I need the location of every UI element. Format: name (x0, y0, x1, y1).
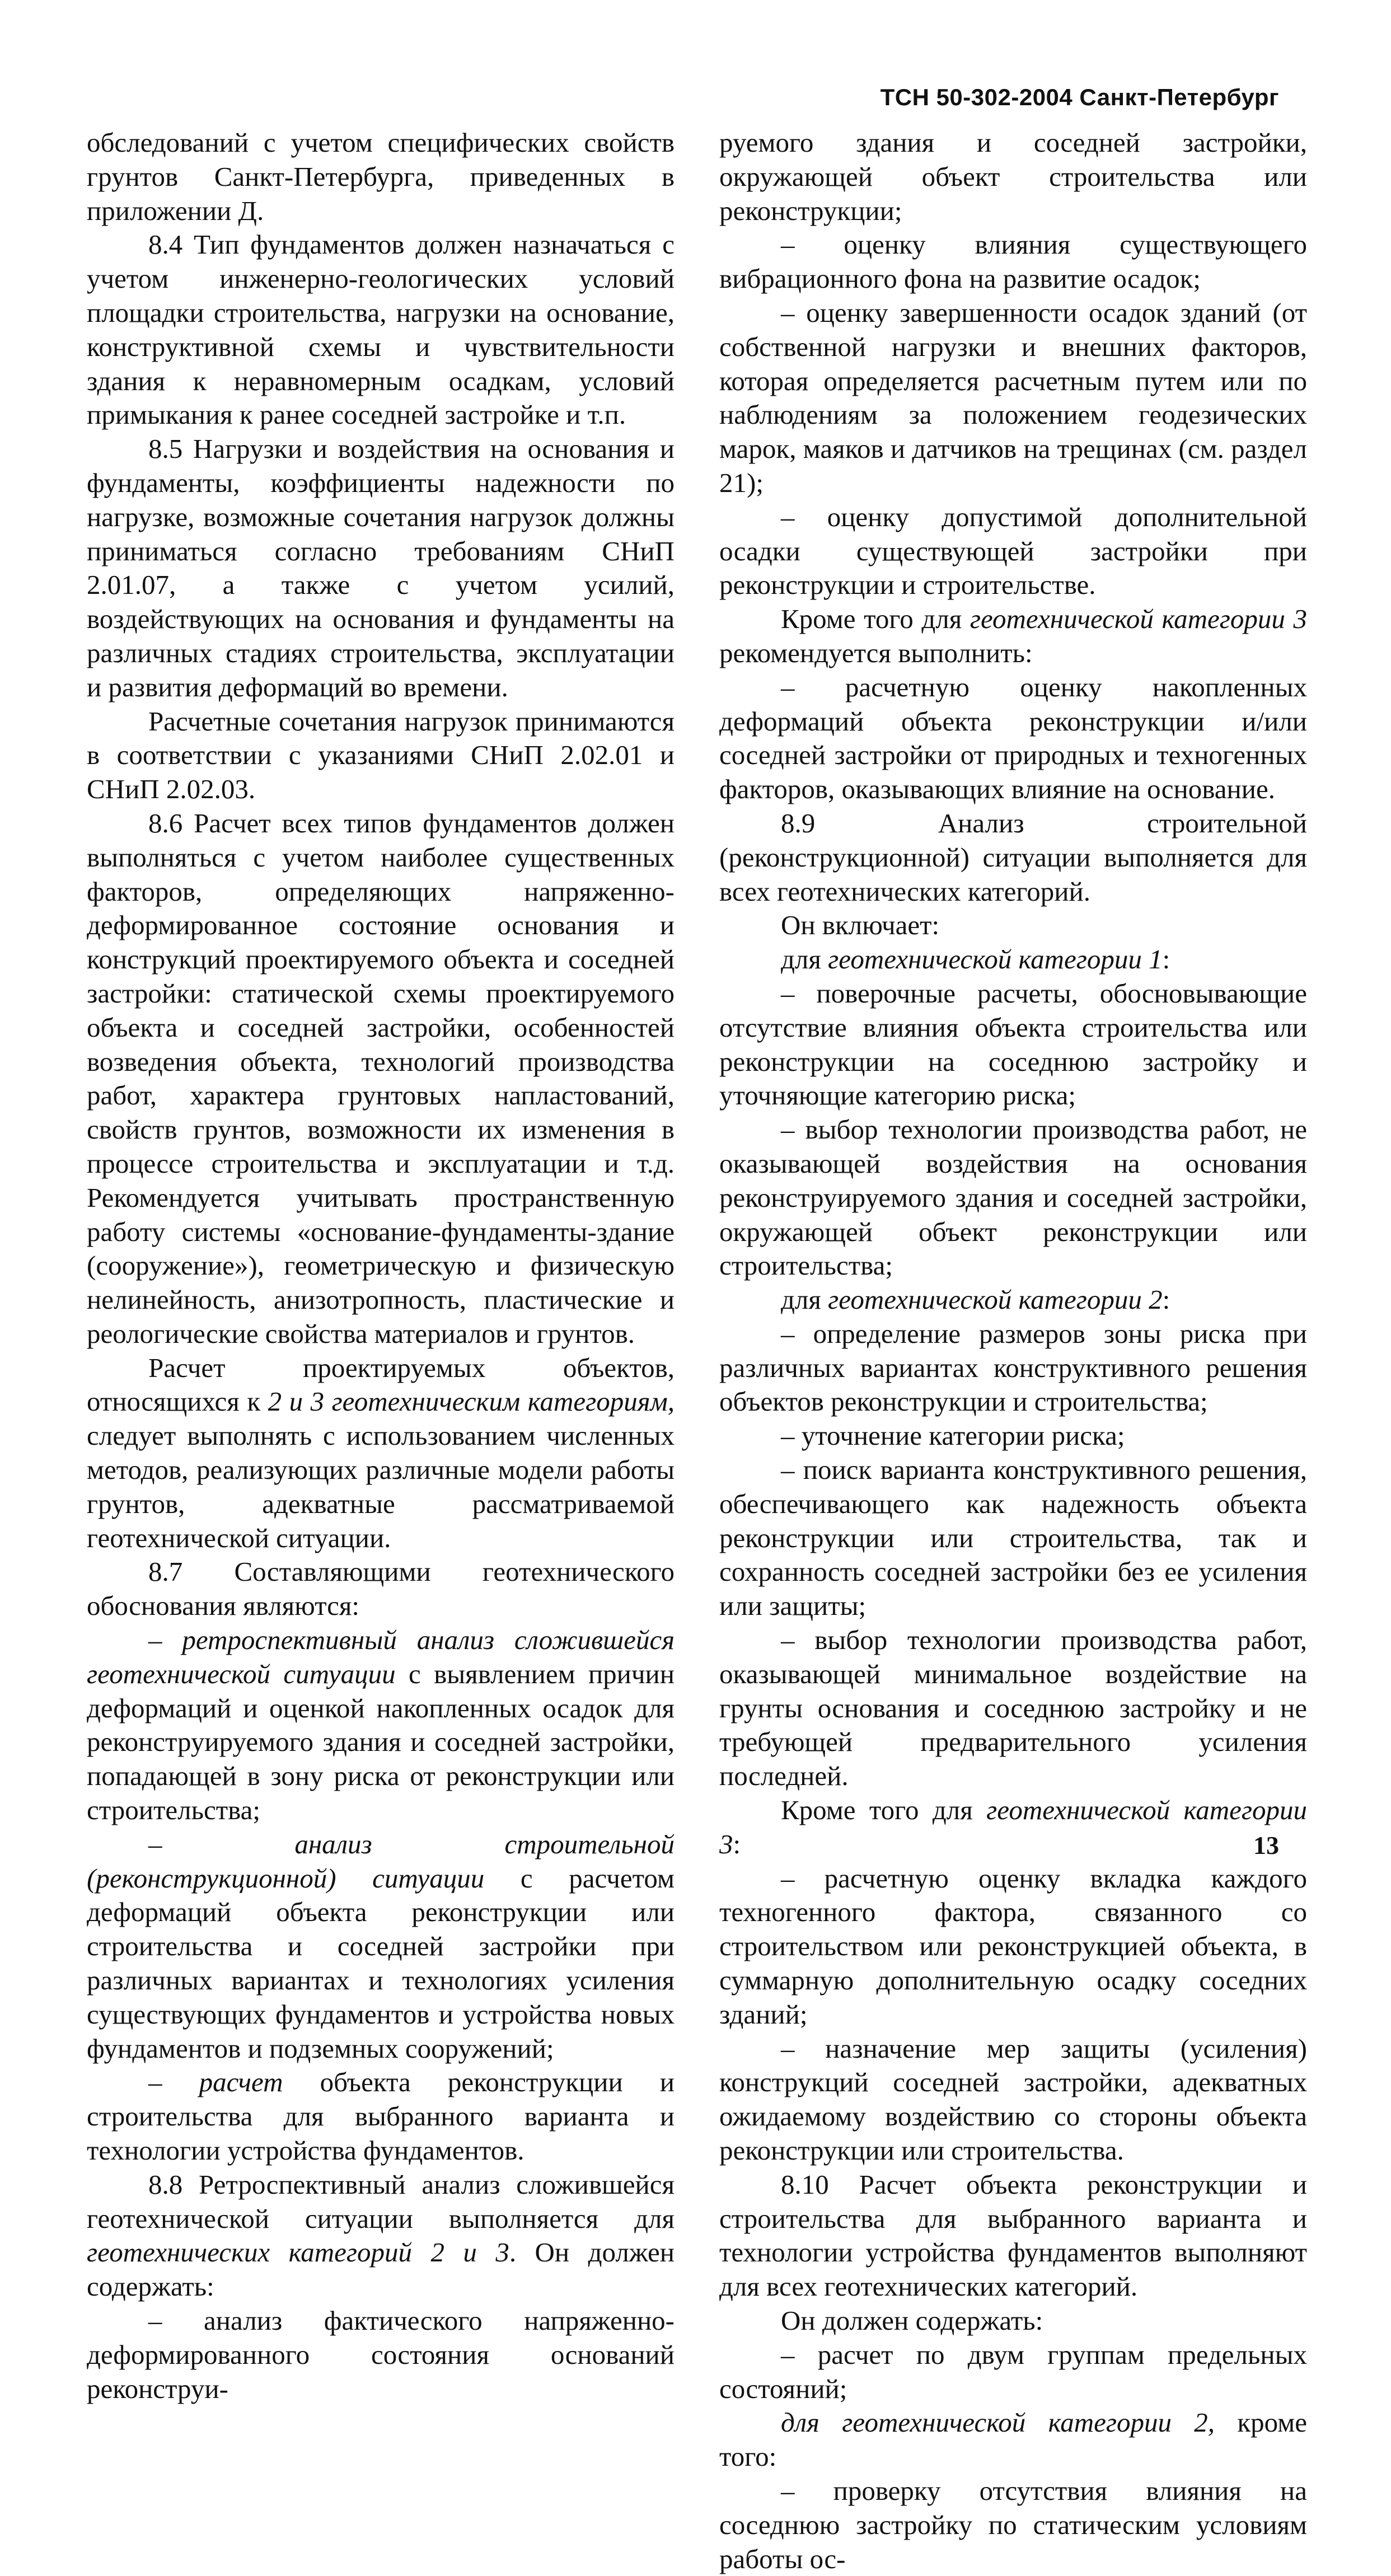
emphasized-text: геотехнической категории 3 (970, 603, 1307, 635)
text-run: – проверку отсутствия влияния на соседнюю застройку по статическим условиям работы ос- (719, 2475, 1307, 2574)
paragraph (87, 432, 675, 704)
paragraph (719, 228, 1307, 296)
text-run: – оценку допустимой дополнительной осадки существующей застройки при реконструкции и строительстве. (719, 501, 1307, 601)
paragraph (719, 1862, 1307, 2032)
paragraph (719, 671, 1307, 807)
text-run: с выявлением причин деформаций и оценкой накопленных осадок для реконструируемого здания и соседней застройки, попадающей в зону риска от реконструкции или строительства; (87, 1658, 675, 1826)
text-run: – оценку влияния существующего вибрационного фона на развитие осадок; (719, 229, 1307, 294)
paragraph (719, 126, 1307, 228)
text-run: . Он должен содержать: (87, 2237, 675, 2302)
right-text-column (719, 126, 1307, 2576)
paragraph (719, 2338, 1307, 2406)
paragraph (719, 1793, 1307, 1862)
text-run: : (1162, 944, 1170, 975)
text-run: для (781, 944, 828, 975)
text-run: Кроме того для (781, 603, 970, 635)
text-run: объекта реконструкции и строительства для выбранного варианта и технологии устройства фундаментов. (87, 2067, 675, 2166)
paragraph (87, 807, 675, 1351)
emphasized-text: геотехнических категорий 2 и 3 (87, 2237, 509, 2268)
text-run: Расчет проектируемых объектов, относящихся к (87, 1352, 675, 1417)
emphasized-text: геотехнической категории 3 (719, 1795, 1307, 1860)
text-run: Он включает: (781, 910, 940, 941)
paragraph (719, 1283, 1307, 1317)
paragraph (87, 1555, 675, 1623)
text-run: 8.4 Тип фундаментов должен назначаться с учетом инженерно-геологических условий площадки строительства, нагрузки на основание, конструктивной схемы и чувствительности здания к неравномерным осадкам, условий примыкания к ранее соседней застройке и т.п. (87, 229, 675, 430)
text-run: – поиск варианта конструктивного решения, обеспечивающего как надежность объекта реконструкции или строительства, так и сохранность соседней застройки без ее усиления или защиты; (719, 1454, 1307, 1622)
paragraph (719, 1317, 1307, 1419)
page-number: 13 (1253, 1831, 1279, 1860)
paragraph (719, 2474, 1307, 2576)
text-run: с расчетом деформаций объекта реконструкции или строительства и соседней застройки при различных вариантах и технологиях усиления существующих фундаментов и устройства новых фундаментов и подземных сооружений; (87, 1862, 675, 2064)
paragraph (719, 1623, 1307, 1793)
text-run: 8.6 Расчет всех типов фундаментов должен выполняться с учетом наиболее существенных факторов, определяющих напряженно-деформированное состояние основания и конструкций проектируемого объекта и соседней застройки: статической схемы проектируемого объекта и соседней застройки, особенностей возведения объекта, технологий производства работ, характера грунтовых напластований, свойств грунтов, возможности их изменения в процессе строительства и эксплуатации и т.д. Рекомендуется учитывать пространственную работу системы «основание-фундаменты-здание (сооружение»), геометрическую и физическую нелинейность, анизотропность, пластические и реологические свойства материалов и грунтов. (87, 807, 675, 1349)
emphasized-text: геотехнической категории 1 (828, 944, 1163, 975)
text-run: – выбор технологии производства работ, не оказывающей воздействия на основания реконструируемого здания и соседней застройки, окружающей объект реконструкции или строительства; (719, 1114, 1307, 1281)
paragraph (719, 1113, 1307, 1283)
paragraph (719, 1419, 1307, 1453)
text-run: – поверочные расчеты, обосновывающие отсутствие влияния объекта строительства или реконструкции на соседнюю застройку и уточняющие категорию риска; (719, 977, 1307, 1111)
emphasized-text: 2 и 3 геотехническим категориям, (268, 1386, 675, 1417)
paragraph (87, 2066, 675, 2167)
running-header: ТСН 50-302-2004 Санкт-Петербург (880, 84, 1279, 110)
paragraph (719, 807, 1307, 908)
paragraph (87, 1623, 675, 1828)
text-run: – расчет по двум группам предельных состояний; (719, 2339, 1307, 2404)
paragraph (87, 1351, 675, 1556)
text-run: – уточнение категории риска; (781, 1420, 1125, 1451)
text-run: – определение размеров зоны риска при различных вариантах конструктивного решения объектов реконструкции и строительства; (719, 1318, 1307, 1417)
text-run: – (148, 1828, 295, 1860)
text-run: для (781, 1284, 828, 1315)
paragraph (719, 500, 1307, 602)
paragraph (719, 977, 1307, 1113)
text-run: – расчетную оценку вкладка каждого техногенного фактора, связанного со строительством или реконструкцией объекта, в суммарную дополнительную осадку соседних зданий; (719, 1862, 1307, 2030)
text-run: кроме того: (719, 2407, 1307, 2472)
paragraph (719, 296, 1307, 500)
text-run: 8.9 Анализ строительной (реконструкционной) ситуации выполняется для всех геотехнических категорий. (719, 807, 1307, 907)
emphasized-text: для геотехнической категории 2, (781, 2407, 1215, 2438)
text-run: 8.10 Расчет объекта реконструкции и строительства для выбранного варианта и технологии устройства фундаментов выполняют для всех геотехнических категорий. (719, 2168, 1307, 2302)
emphasized-text: анализ строительной (реконструкционной) ситуации (87, 1828, 675, 1894)
paragraph (719, 943, 1307, 977)
text-run: Расчетные сочетания нагрузок принимаются в соответствии с указаниями СНиП 2.02.01 и СНиП 2.02.03. (87, 705, 675, 805)
text-run: следует выполнять с использованием численных методов, реализующих различные модели работы грунтов, адекватные рассматриваемой геотехнической ситуации. (87, 1420, 675, 1553)
text-run: – назначение мер защиты (усиления) конструкций соседней застройки, адекватных ожидаемому воздействию со стороны объекта реконструкции или строительства. (719, 2032, 1307, 2166)
paragraph (87, 126, 675, 228)
paragraph (719, 1453, 1307, 1623)
text-run: Он должен содержать: (781, 2305, 1043, 2336)
text-run: Кроме того для (781, 1795, 987, 1826)
paragraph (87, 1828, 675, 2066)
text-run: : (1162, 1284, 1170, 1315)
paragraph (87, 2304, 675, 2406)
paragraph (719, 2168, 1307, 2304)
paragraph (719, 2304, 1307, 2338)
paragraph (87, 228, 675, 432)
paragraph (719, 2406, 1307, 2474)
left-text-column (87, 126, 675, 2406)
paragraph (719, 908, 1307, 943)
text-run: рекомендуется выполнить: (719, 637, 1033, 668)
text-run: – (148, 1624, 182, 1656)
text-run: 8.7 Составляющими геотехнического обоснования являются: (87, 1556, 675, 1622)
text-run: обследований с учетом специфических свойств грунтов Санкт-Петербурга, приведенных в приложении Д. (87, 127, 675, 226)
emphasized-text: геотехнической категории 2 (828, 1284, 1163, 1315)
paragraph (87, 2168, 675, 2304)
emphasized-text: ретроспективный анализ сложившейся геотехнической ситуации (87, 1624, 675, 1689)
text-run: – анализ фактического напряженно-деформированного состояния оснований реконструи- (87, 2305, 675, 2404)
text-run: 8.5 Нагрузки и воздействия на основания и фундаменты, коэффициенты надежности по нагрузке, возможные сочетания нагрузок должны приниматься согласно требованиям СНиП 2.01.07, а также с учетом усилий, воздействующих на основания и фундаменты на различных стадиях строительства, эксплуатации и развития деформаций во времени. (87, 433, 675, 702)
text-run: – (148, 2067, 199, 2098)
emphasized-text: расчет (199, 2067, 283, 2098)
text-run: руемого здания и соседней застройки, окружающей объект строительства или реконструкции; (719, 127, 1307, 226)
text-run: – оценку завершенности осадок зданий (от собственной нагрузки и внешних факторов, которая определяется расчетным путем или по наблюдениям за положением геодезических марок, маяков и датчиков на трещинах (см. раздел 21); (719, 297, 1307, 498)
text-run: – расчетную оценку накопленных деформаций объекта реконструкции и/или соседней застройки от природных и техногенных факторов, оказывающих влияние на основание. (719, 671, 1307, 805)
text-run: – выбор технологии производства работ, оказывающей минимальное воздействие на грунты основания и соседнюю застройку и не требующей предварительного усиления последней. (719, 1624, 1307, 1792)
text-run: : (733, 1828, 741, 1860)
paragraph (719, 2032, 1307, 2168)
paragraph (87, 705, 675, 807)
paragraph (719, 602, 1307, 671)
text-run: 8.8 Ретроспективный анализ сложившейся геотехнической ситуации выполняется для (87, 2168, 675, 2234)
